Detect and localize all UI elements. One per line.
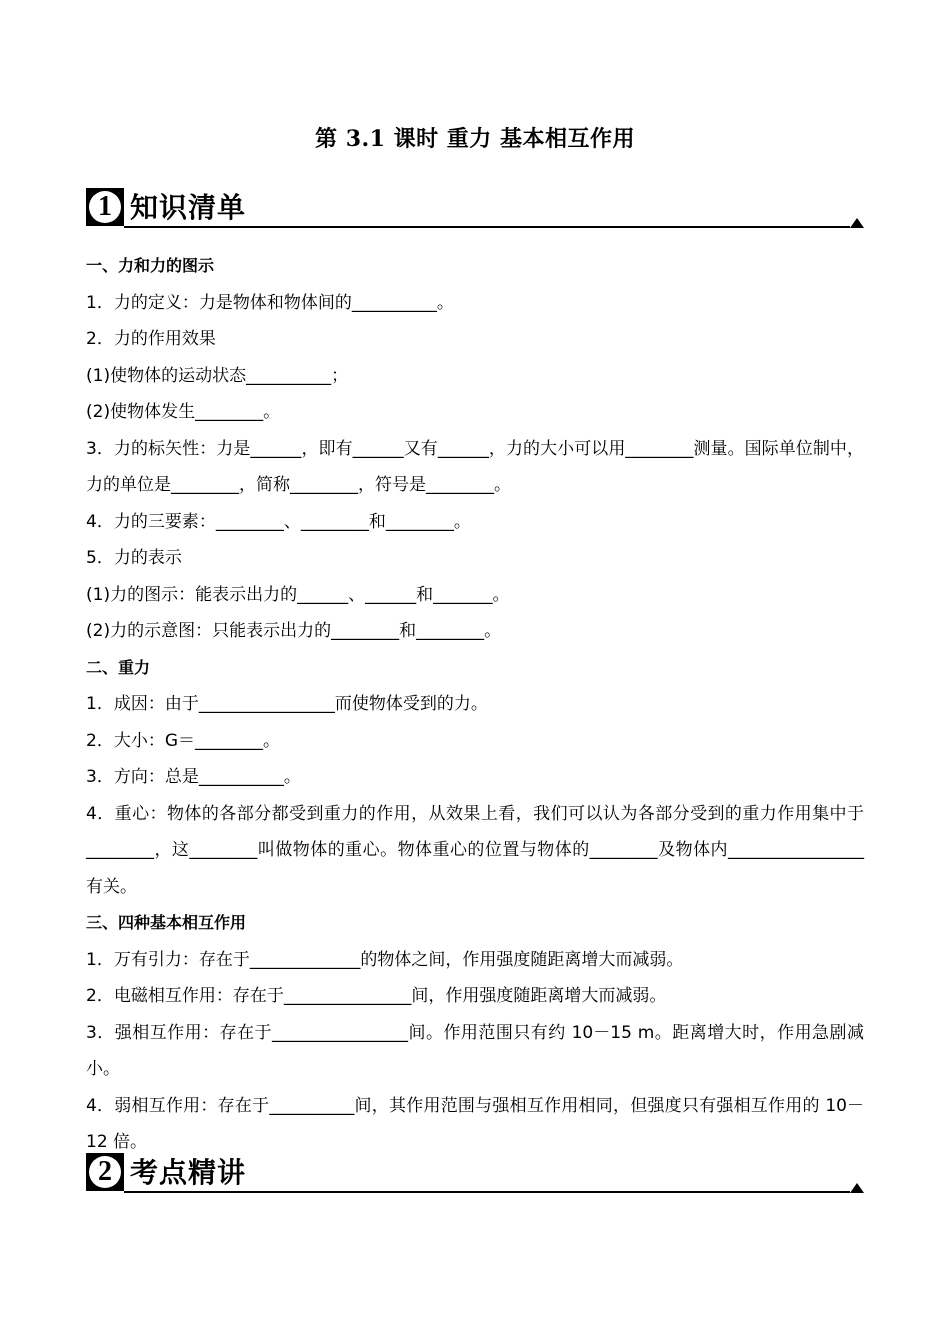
list-item: (2)使物体发生________。 xyxy=(86,402,281,422)
list-item: 3．强相互作用：存在于________________间。作用范围只有约 10－15 m。距离增大时，作用急剧减小。 xyxy=(86,1022,864,1079)
list-item: 1．成因：由于________________而使物体受到的力。 xyxy=(86,694,488,714)
list-item: 4．弱相互作用：存在于__________间，其作用范围与强相互作用相同，但强度只有强相互作用的 10－12 倍。 xyxy=(86,1095,864,1152)
section-rule xyxy=(124,226,850,228)
section-header-key-points xyxy=(86,1153,864,1197)
list-item: (2)力的示意图：只能表示出力的________和________。 xyxy=(86,621,502,641)
list-item: 4．力的三要素：________、________和________。 xyxy=(86,511,471,532)
list-item: 4．重心：物体的各部分都受到重力的作用，从效果上看，我们可以认为各部分受到的重力作用集中于________，这________叫做物体的重心。物体重心的位置与物体的________及物体内________________有关。 xyxy=(86,803,864,897)
subheading: 三、四种基本相互作用 xyxy=(86,913,247,932)
triangle-icon xyxy=(850,218,864,228)
section-rule xyxy=(124,1191,850,1193)
section-number-badge: 1 xyxy=(86,188,124,226)
list-item: 5．力的表示 xyxy=(86,548,182,568)
section-title: 知识清单 xyxy=(130,191,247,224)
list-item: 1．力的定义：力是物体和物体间的__________。 xyxy=(86,292,454,313)
knowledge-list xyxy=(86,248,864,1161)
section-number-badge: 2 xyxy=(86,1153,124,1191)
list-item: 1．万有引力：存在于_____________的物体之间，作用强度随距离增大而减弱。 xyxy=(86,949,684,970)
list-item: (1)力的图示：能表示出力的______、______和_______。 xyxy=(86,584,510,605)
list-item: 3．方向：总是__________。 xyxy=(86,767,301,787)
list-item: (1)使物体的运动状态__________； xyxy=(86,365,349,386)
section-header-knowledge xyxy=(86,188,864,232)
list-item: 3．力的标矢性：力是______，即有______又有______，力的大小可以用________测量。国际单位制中，力的单位是________，简称________，符号是________。 xyxy=(86,438,864,495)
subheading: 一、力和力的图示 xyxy=(86,256,215,275)
list-item: 2．力的作用效果 xyxy=(86,329,216,349)
list-item: 2．电磁相互作用：存在于_______________间，作用强度随距离增大而减弱。 xyxy=(86,986,667,1006)
document-title: 第 3.1 课时 重力 基本相互作用 xyxy=(315,126,635,152)
section-title: 考点精讲 xyxy=(130,1156,247,1189)
subheading: 二、重力 xyxy=(86,657,151,677)
list-item: 2．大小：G＝________。 xyxy=(86,730,280,751)
triangle-icon xyxy=(850,1183,864,1193)
